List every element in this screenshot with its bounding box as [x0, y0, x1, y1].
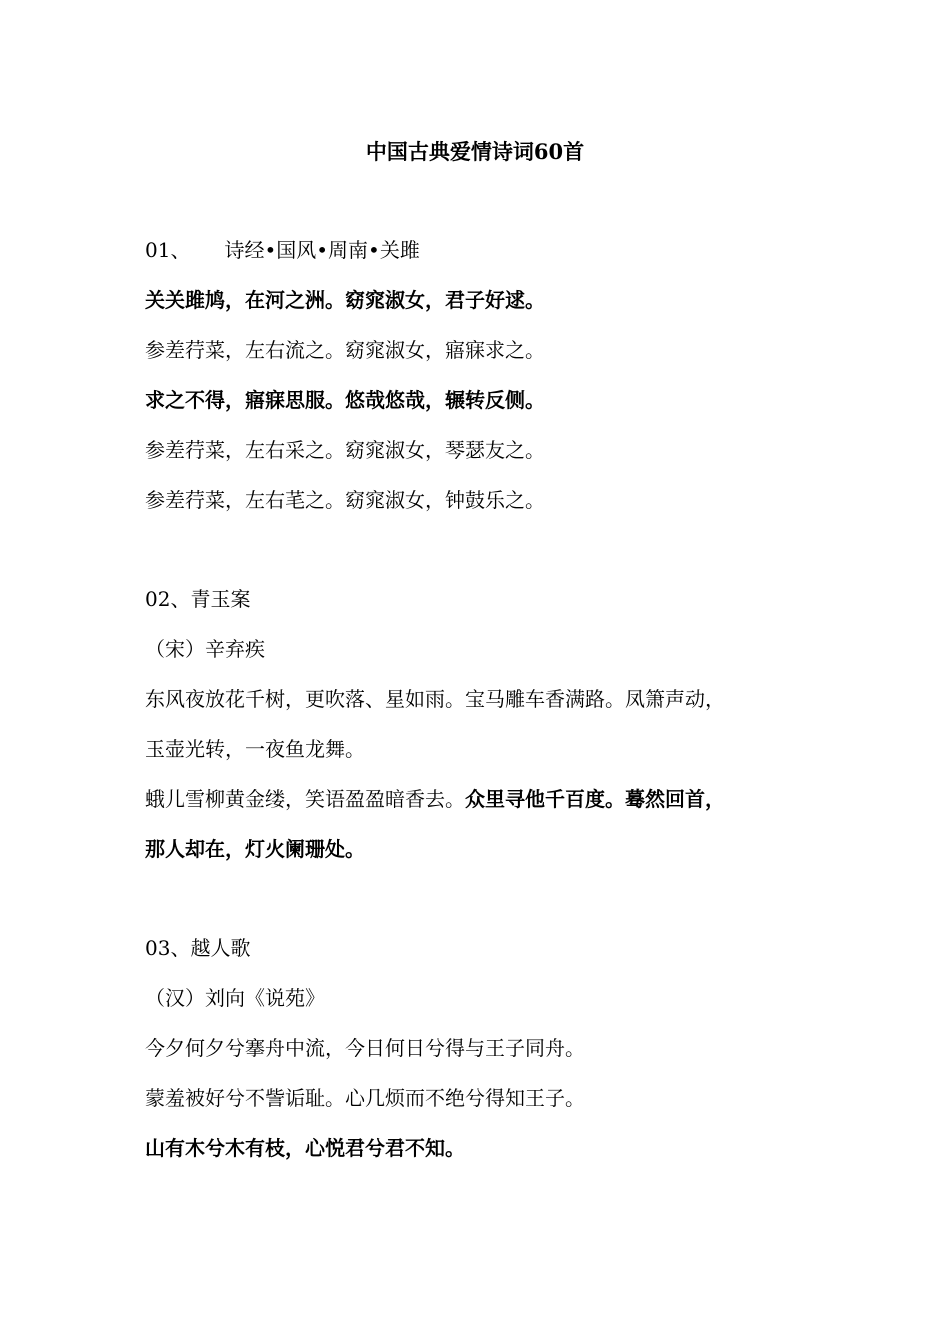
- poem3-author: （汉）刘向《说苑》: [145, 986, 325, 1010]
- poem1-title: 诗经•国风•周南•关雎: [224, 238, 420, 262]
- poem3-line-3: 山有木兮木有枝，心悦君兮君不知。: [145, 1136, 465, 1160]
- document-title: 中国古典爱情诗词60首: [365, 139, 585, 164]
- poem2-line-1: 东风夜放花千树，更吹落、星如雨。宝马雕车香满路。凤箫声动，: [145, 687, 725, 711]
- poem2-heading: 02、青玉案: [145, 587, 251, 611]
- poem3-line-2: 蒙羞被好兮不訾诟耻。心几烦而不绝兮得知王子。: [145, 1086, 585, 1110]
- poem3-heading: 03、越人歌: [145, 936, 251, 960]
- poem2-line-3: [145, 785, 725, 813]
- poem1-line-5: 参差荇菜，左右芼之。窈窕淑女，钟鼓乐之。: [145, 488, 545, 512]
- poem2-line-2: 玉壶光转，一夜鱼龙舞。: [145, 737, 365, 761]
- poem1-line-2: 参差荇菜，左右流之。窈窕淑女，寤寐求之。: [145, 338, 545, 362]
- poem2-line-3-bold: 众里寻他千百度。蓦然回首，: [465, 787, 725, 811]
- poem3-line-1: 今夕何夕兮搴舟中流，今日何日兮得与王子同舟。: [145, 1036, 585, 1060]
- poem1-line-3: 求之不得，寤寐思服。悠哉悠哉，辗转反侧。: [145, 388, 545, 412]
- poem1-line-1: 关关雎鸠，在河之洲。窈窕淑女，君子好逑。: [145, 288, 545, 312]
- poem2-line-3-normal: 蛾儿雪柳黄金缕，笑语盈盈暗香去。: [145, 787, 465, 811]
- poem1-line-4: 参差荇菜，左右采之。窈窕淑女，琴瑟友之。: [145, 438, 545, 462]
- poem1-heading: [145, 236, 420, 264]
- poem2-author: （宋）辛弃疾: [145, 637, 265, 661]
- poem1-number: 01、: [145, 238, 191, 262]
- poem2-line-4: 那人却在，灯火阑珊处。: [145, 837, 365, 861]
